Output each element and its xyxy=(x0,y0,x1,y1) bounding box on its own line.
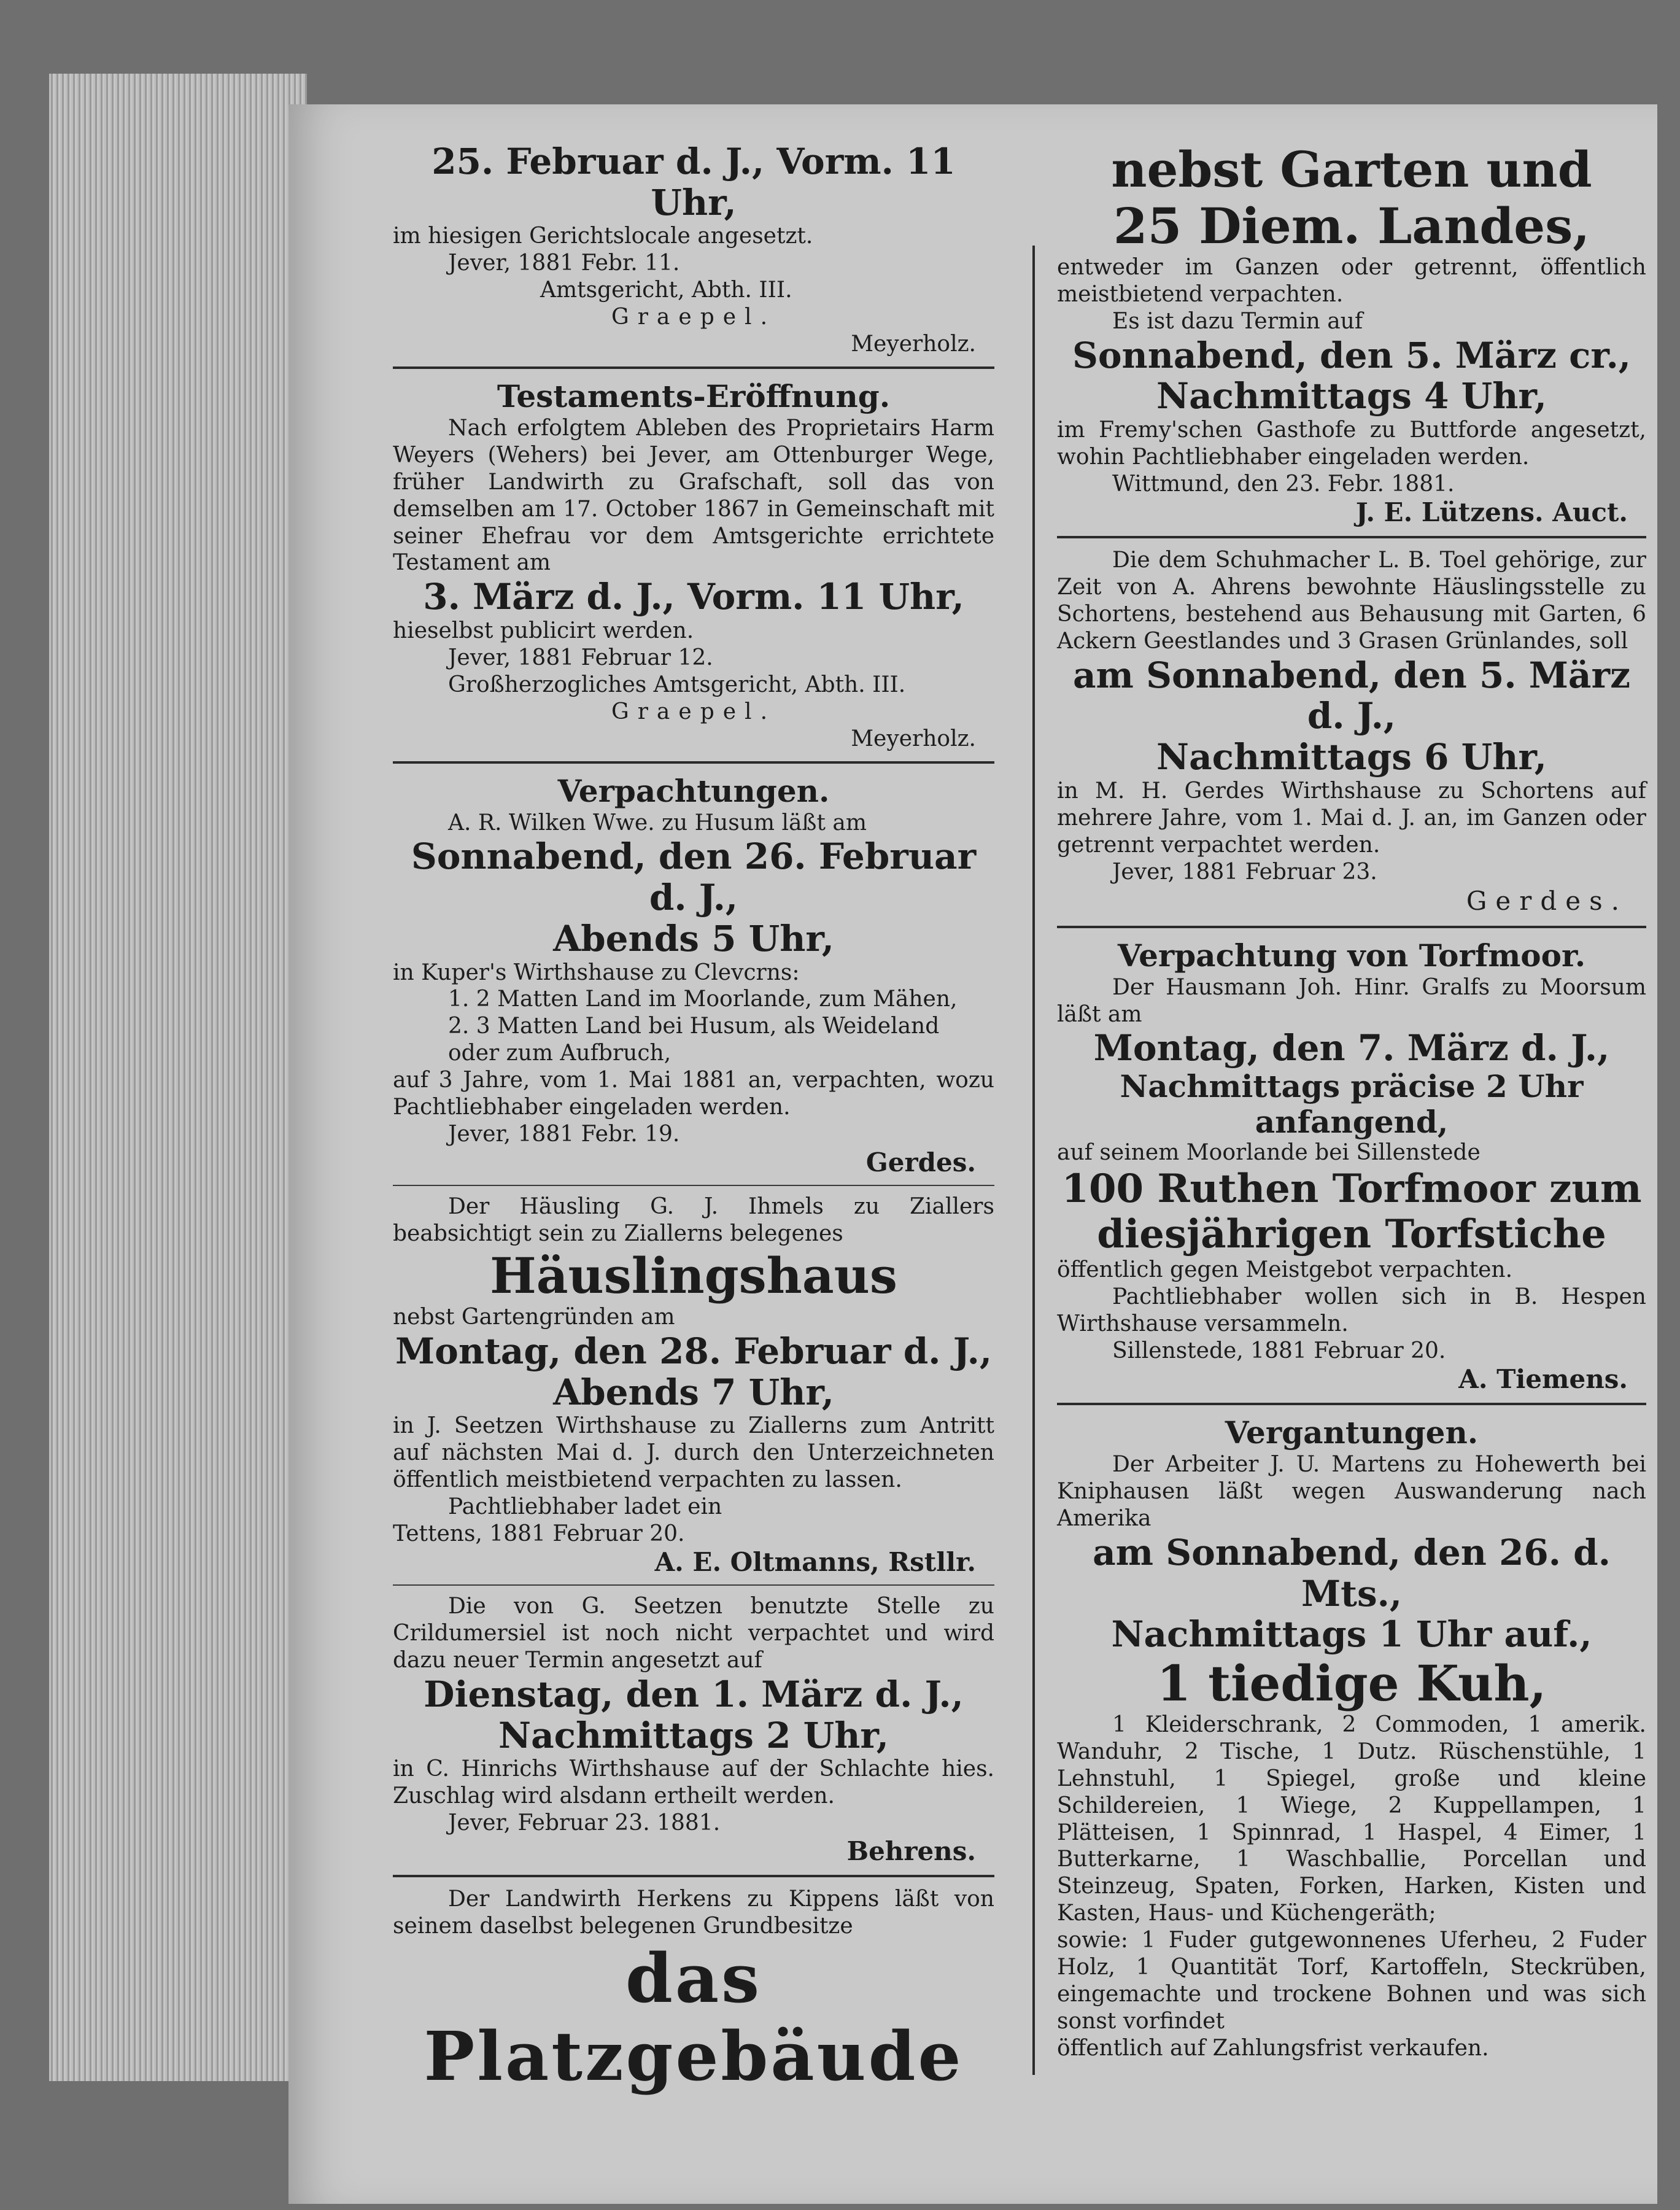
signature: Behrens. xyxy=(846,1836,976,1866)
text-line: Es ist dazu Termin auf xyxy=(1112,308,1363,334)
notice-text: Nach erfolgtem Ableben des Proprietairs Harm Weyers (Wehers) bei Jever, am Ottenburger Wege, früher Landwirth zu Grafschaft, soll das von demselben am 17. October 1867 in Gemeinschaft mit seiner Ehefrau vor dem Amtsgerichte errichtete Testament am xyxy=(393,415,994,576)
text-line: öffentlich gegen Meistgebot verpachten. xyxy=(1057,1257,1513,1283)
date-line: Montag, den 28. Februar d. J., xyxy=(395,1330,993,1372)
section-rule xyxy=(1057,536,1646,538)
object-title: das Platzgebäude xyxy=(424,1939,964,2096)
text-line: Jever, 1881 Februar 23. xyxy=(1112,859,1377,885)
text-line: auf seinem Moorlande bei Sillenstede xyxy=(1057,1140,1481,1166)
object-title: nebst Garten und xyxy=(1111,141,1592,198)
signature: Gerdes. xyxy=(865,1147,976,1177)
text-line: auf 3 Jahre, vom 1. Mai 1881 an, verpachten, wozu Pachtliebhaber eingeladen werden. xyxy=(393,1068,994,1120)
text-line: Jever, Februar 23. 1881. xyxy=(448,1810,721,1836)
text-line: Pachtliebhaber ladet ein xyxy=(448,1494,722,1519)
section-rule xyxy=(393,1584,994,1586)
notice-verpachtungen xyxy=(393,772,994,1178)
text-line: A. R. Wilken Wwe. zu Husum läßt am xyxy=(448,810,867,836)
date-line: Sonnabend, den 26. Februar d. J., xyxy=(411,836,977,919)
notice-heading: Verpachtung von Torfmoor. xyxy=(1117,937,1586,974)
notice-garten-landes xyxy=(1057,141,1646,527)
notice-haeuslingshaus xyxy=(393,1193,994,1577)
object-title: 1 tiedige Kuh, xyxy=(1156,1654,1547,1712)
signature: J. E. Lützens. Auct. xyxy=(1355,497,1628,527)
signature: A. Tiemens. xyxy=(1458,1363,1628,1394)
date-line: am Sonnabend, den 5. März d. J., xyxy=(1072,654,1631,737)
text-line: Jever, 1881 Febr. 19. xyxy=(448,1121,680,1147)
notice-vergantungen xyxy=(1057,1414,1646,2062)
date-line: Dienstag, den 1. März d. J., xyxy=(424,1673,964,1715)
text-line: im hiesigen Gerichtslocale angesetzt. xyxy=(393,223,813,249)
text-line: Die dem Schuhmacher L. B. Toel gehörige, zur Zeit von A. Ahrens bewohnte Häuslingsstelle zu Schortens, bestehend aus Behausung mit Garten, 6 Ackern Geestlandes und 3 Grasen Grünlandes, soll xyxy=(1057,548,1646,654)
signature: Graepel. xyxy=(611,699,776,724)
section-rule xyxy=(393,366,994,369)
time-line: Nachmittags 6 Uhr, xyxy=(1156,736,1547,778)
signature: Gerdes. xyxy=(1466,886,1628,917)
book-page-edges xyxy=(49,74,307,2081)
text-line: Amtsgericht, Abth. III. xyxy=(540,277,792,303)
list-item: 1. 2 Matten Land im Moorlande, zum Mähen, xyxy=(448,987,958,1012)
text-line: Jever, 1881 Febr. 11. xyxy=(448,250,680,276)
date-line: am Sonnabend, den 26. d. Mts., xyxy=(1093,1531,1611,1615)
object-title: 100 Ruthen Torfmoor zum xyxy=(1061,1166,1642,1212)
notice-schortens xyxy=(1057,547,1646,917)
section-rule xyxy=(393,1185,994,1186)
object-title: diesjährigen Torfstiche xyxy=(1097,1211,1606,1257)
text-line: Der Arbeiter J. U. Martens zu Hohewerth bei Kniphausen läßt wegen Auswanderung nach Amerika xyxy=(1057,1452,1646,1531)
notice-heading: Verpachtungen. xyxy=(557,772,830,809)
text-line: entweder im Ganzen oder getrennt, öffentlich meistbietend verpachten. xyxy=(1057,255,1646,307)
notice-platzgebaeude xyxy=(393,1886,994,2095)
text-line: öffentlich auf Zahlungsfrist verkaufen. xyxy=(1057,2035,1489,2061)
text-line: Der Häusling G. J. Ihmels zu Ziallers beabsichtigt sein zu Ziallerns belegenes xyxy=(393,1194,994,1247)
notice-crildumersiel xyxy=(393,1593,994,1866)
date-line: 25. Februar d. J., Vorm. 11 Uhr, xyxy=(432,141,956,223)
text-line: Pachtliebhaber wollen sich in B. Hespen Wirthshause versammeln. xyxy=(1057,1284,1646,1337)
text-line: Der Landwirth Herkens zu Kippens läßt von seinem daselbst belegenen Grundbesitze xyxy=(393,1886,994,1939)
time-line: Nachmittags 1 Uhr auf., xyxy=(1111,1613,1592,1656)
signature: Meyerholz. xyxy=(851,726,976,751)
text-line: in M. H. Gerdes Wirthshause zu Schortens auf mehrere Jahre, vom 1. Mai d. J. an, im Ganzen oder getrennt verpachtet werden. xyxy=(1057,778,1646,858)
time-line: Nachmittags präcise 2 Uhr anfangend, xyxy=(1120,1068,1584,1140)
time-line: Nachmittags 2 Uhr, xyxy=(498,1714,889,1756)
date-line: Montag, den 7. März d. J., xyxy=(1093,1027,1610,1069)
signature: A. E. Oltmanns, Rstllr. xyxy=(654,1546,976,1577)
text-line: in Kuper's Wirthshause zu Clevcrns: xyxy=(393,960,800,985)
signature: Meyerholz. xyxy=(851,332,976,357)
right-column xyxy=(1057,141,1646,2066)
text-line: sowie: 1 Fuder gutgewonnenes Uferheu, 2 Fuder Holz, 1 Quantität Torf, Kartoffeln, Steckrüben, eingemachte und trockene Bohnen und was sich sonst vorfindet xyxy=(1057,1928,1646,2034)
signature: Graepel. xyxy=(611,304,776,330)
section-rule xyxy=(393,1875,994,1877)
notice-heading: Vergantungen. xyxy=(1225,1414,1479,1451)
text-line: nebst Gartengründen am xyxy=(393,1304,675,1330)
date-line: Sonnabend, den 5. März cr., xyxy=(1072,334,1632,376)
date-line: 3. März d. J., Vorm. 11 Uhr, xyxy=(423,576,964,618)
text-line: im Fremy'schen Gasthofe zu Buttforde angesetzt, wohin Pachtliebhaber eingeladen werden. xyxy=(1057,417,1646,470)
text-line: hieselbst publicirt werden. xyxy=(393,618,694,644)
time-line: Abends 7 Uhr, xyxy=(553,1371,834,1413)
section-rule xyxy=(1057,1403,1646,1405)
section-rule xyxy=(1057,926,1646,928)
text-line: Der Hausmann Joh. Hinr. Gralfs zu Moorsum läßt am xyxy=(1057,974,1646,1027)
text-line: 1 Kleiderschrank, 2 Commoden, 1 amerik. Wanduhr, 2 Tische, 1 Dutz. Rüschenstühle, 1 Lehnstuhl, 1 Spiegel, große und kleine Schildereien, 1 Wiege, 2 Kuppellampen, 1 Plätteisen, 1 Spinnrad, 1 Haspel, 4 Eimer, 1 Butterkarne, 1 Waschballie, Porcellan und Steinzeug, Spaten, Forken, Harken, Kisten und Kasten, Haus- und Küchengeräth; xyxy=(1057,1712,1646,1926)
time-line: Nachmittags 4 Uhr, xyxy=(1156,375,1547,417)
list-item: 2. 3 Matten Land bei Husum, als Weideland oder zum Aufbruch, xyxy=(448,1014,940,1066)
notice-court-date xyxy=(393,141,994,358)
notice-torfmoor xyxy=(1057,937,1646,1395)
time-line: Abends 5 Uhr, xyxy=(553,917,834,960)
object-title: Häuslingshaus xyxy=(490,1246,897,1305)
text-line: Jever, 1881 Februar 12. xyxy=(448,645,713,670)
text-line: Die von G. Seetzen benutzte Stelle zu Crildumersiel ist noch nicht verpachtet und wird dazu neuer Termin angesetzt auf xyxy=(393,1594,994,1673)
text-line: Großherzogliches Amtsgericht, Abth. III. xyxy=(448,672,906,697)
column-divider xyxy=(1032,246,1035,2075)
text-line: Tettens, 1881 Februar 20. xyxy=(393,1521,685,1546)
object-title: 25 Diem. Landes, xyxy=(1113,197,1590,255)
text-line: in C. Hinrichs Wirthshause auf der Schlachte hies. Zuschlag wird alsdann ertheilt werden. xyxy=(393,1756,994,1809)
text-line: in J. Seetzen Wirthshause zu Ziallerns zum Antritt auf nächsten Mai d. J. durch den Unterzeichneten öffentlich meistbietend verpachten zu lassen. xyxy=(393,1413,994,1493)
text-line: Sillenstede, 1881 Februar 20. xyxy=(1112,1338,1446,1363)
text-line: Wittmund, den 23. Febr. 1881. xyxy=(1112,471,1455,497)
section-rule xyxy=(393,761,994,764)
notice-heading: Testaments-Eröffnung. xyxy=(497,378,891,414)
left-column xyxy=(393,141,994,2099)
notice-testament xyxy=(393,378,994,753)
